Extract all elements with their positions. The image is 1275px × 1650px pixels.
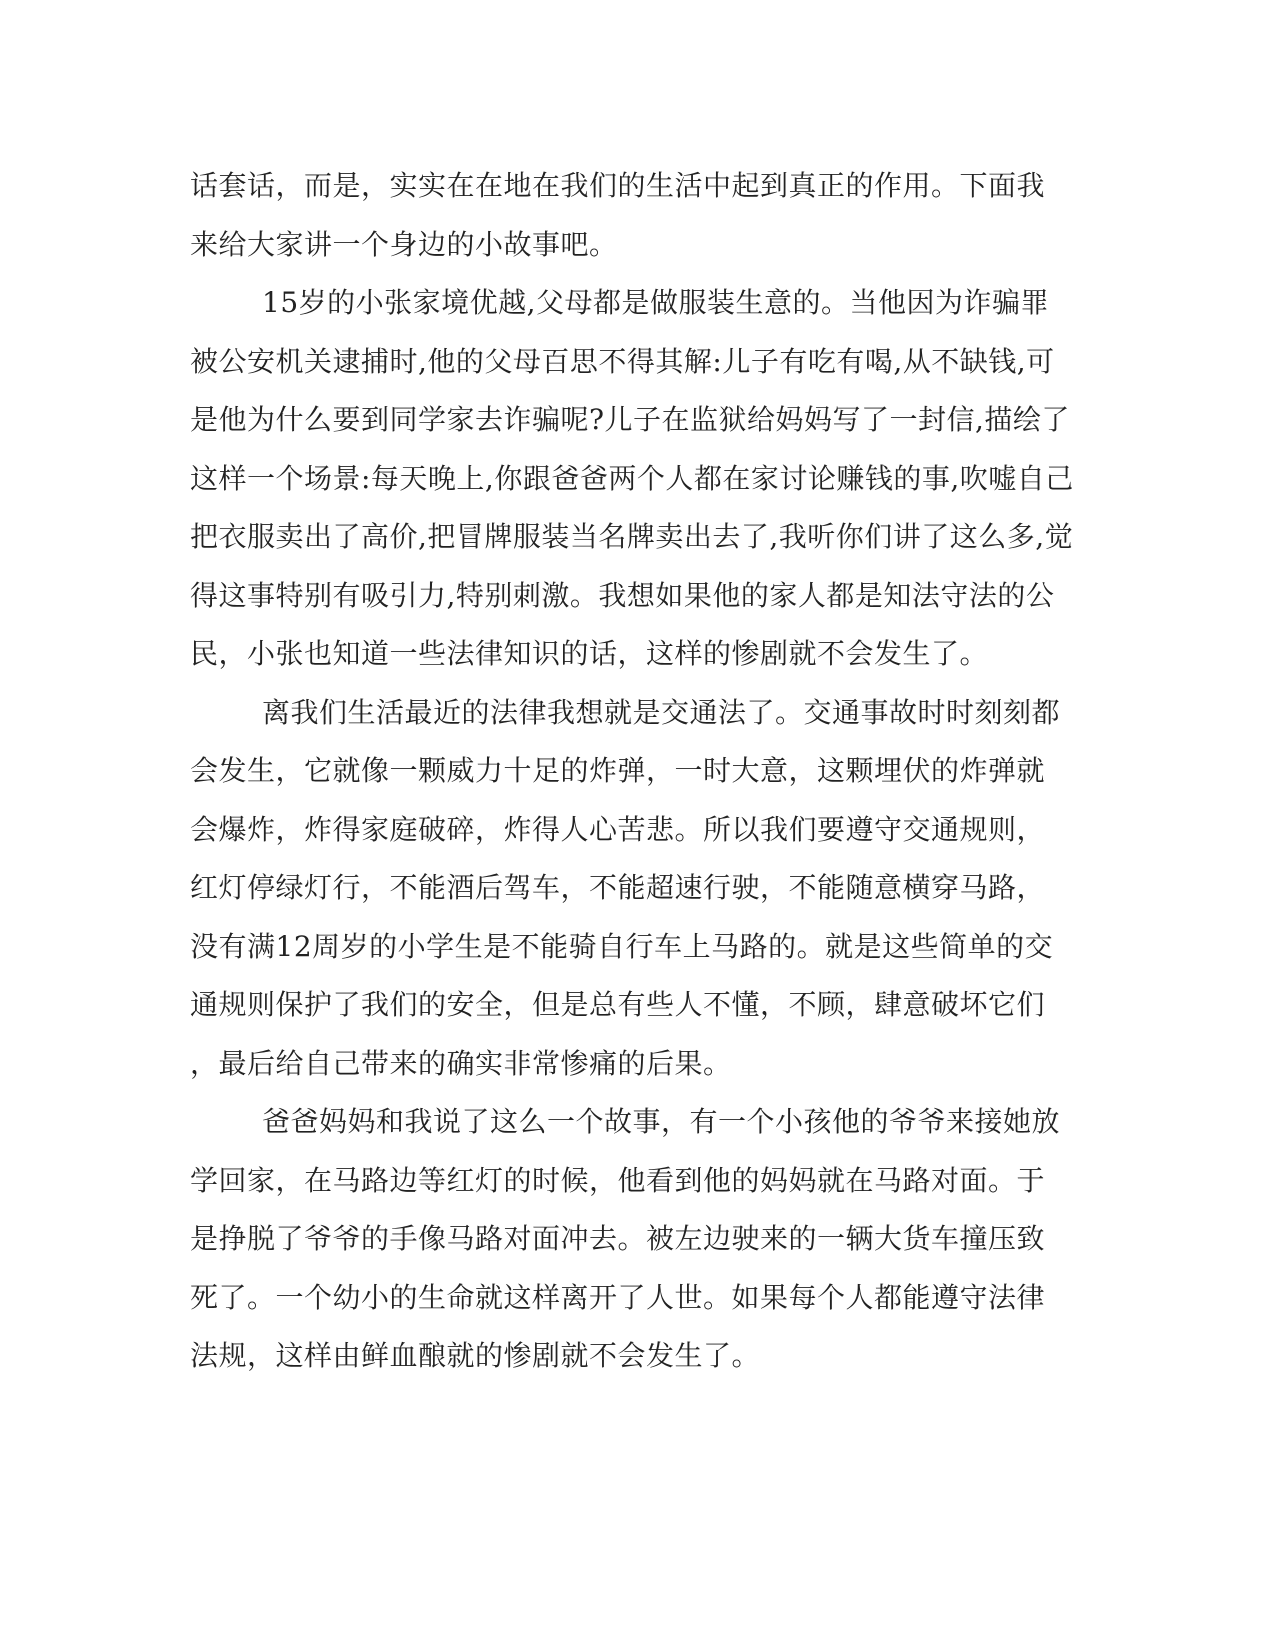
text-line: 通规则保护了我们的安全，但是总有些人不懂，不顾，肆意破坏它们 — [190, 988, 1046, 1021]
text-line: 是他为什么要到同学家去诈骗呢?儿子在监狱给妈妈写了一封信,描绘了 — [190, 403, 1070, 436]
text-line: 法规，这样由鲜血酿就的惨剧就不会发生了。 — [190, 1339, 761, 1372]
paragraph-2 — [190, 274, 1090, 684]
text-line: 离我们生活最近的法律我想就是交通法了。交通事故时时刻刻都 — [262, 695, 1061, 729]
text-line: ，最后给自己带来的确实非常惨痛的后果。 — [190, 1046, 732, 1080]
text-line: 得这事特别有吸引力,特别刺激。我想如果他的家人都是知法守法的公 — [190, 578, 1055, 612]
paragraph-4 — [190, 1093, 1090, 1386]
text-line: 爸爸妈妈和我说了这么一个故事，有一个小孩他的爷爷来接她放 — [262, 1105, 1061, 1138]
text-line: 15岁的小张家境优越,父母都是做服装生意的。当他因为诈骗罪 — [262, 286, 1050, 319]
text-line: 话套话，而是，实实在在地在我们的生活中起到真正的作用。下面我 — [190, 169, 1046, 202]
text-line: 学回家，在马路边等红灯的时候，他看到他的妈妈就在马路对面。于 — [190, 1163, 1046, 1197]
text-line: 死了。一个幼小的生命就这样离开了人世。如果每个人都能遵守法律 — [190, 1280, 1046, 1314]
text-line: 没有满12周岁的小学生是不能骑自行车上马路的。就是这些简单的交 — [190, 929, 1054, 963]
text-line: 红灯停绿灯行，不能酒后驾车，不能超速行驶，不能随意横穿马路， — [190, 871, 1046, 904]
body-text — [190, 157, 1090, 1386]
text-line: 是挣脱了爷爷的手像马路对面冲去。被左边驶来的一辆大货车撞压致 — [190, 1222, 1046, 1255]
text-line: 这样一个场景:每天晚上,你跟爸爸两个人都在家讨论赚钱的事,吹嘘自己 — [190, 461, 1074, 495]
text-line: 来给大家讲一个身边的小故事吧。 — [190, 227, 618, 261]
text-line: 会发生，它就像一颗威力十足的炸弹，一时大意，这颗埋伏的炸弹就 — [190, 754, 1046, 787]
paragraph-3 — [190, 684, 1090, 1094]
text-line: 把衣服卖出了高价,把冒牌服装当名牌卖出去了,我听你们讲了这么多,觉 — [190, 520, 1074, 553]
text-line: 民，小张也知道一些法律知识的话，这样的惨剧就不会发生了。 — [190, 637, 989, 670]
text-line: 会爆炸，炸得家庭破碎，炸得人心苦悲。所以我们要遵守交通规则， — [190, 812, 1046, 846]
text-line: 被公安机关逮捕时,他的父母百思不得其解:儿子有吃有喝,从不缺钱,可 — [190, 344, 1055, 378]
paragraph-1 — [190, 157, 1090, 274]
